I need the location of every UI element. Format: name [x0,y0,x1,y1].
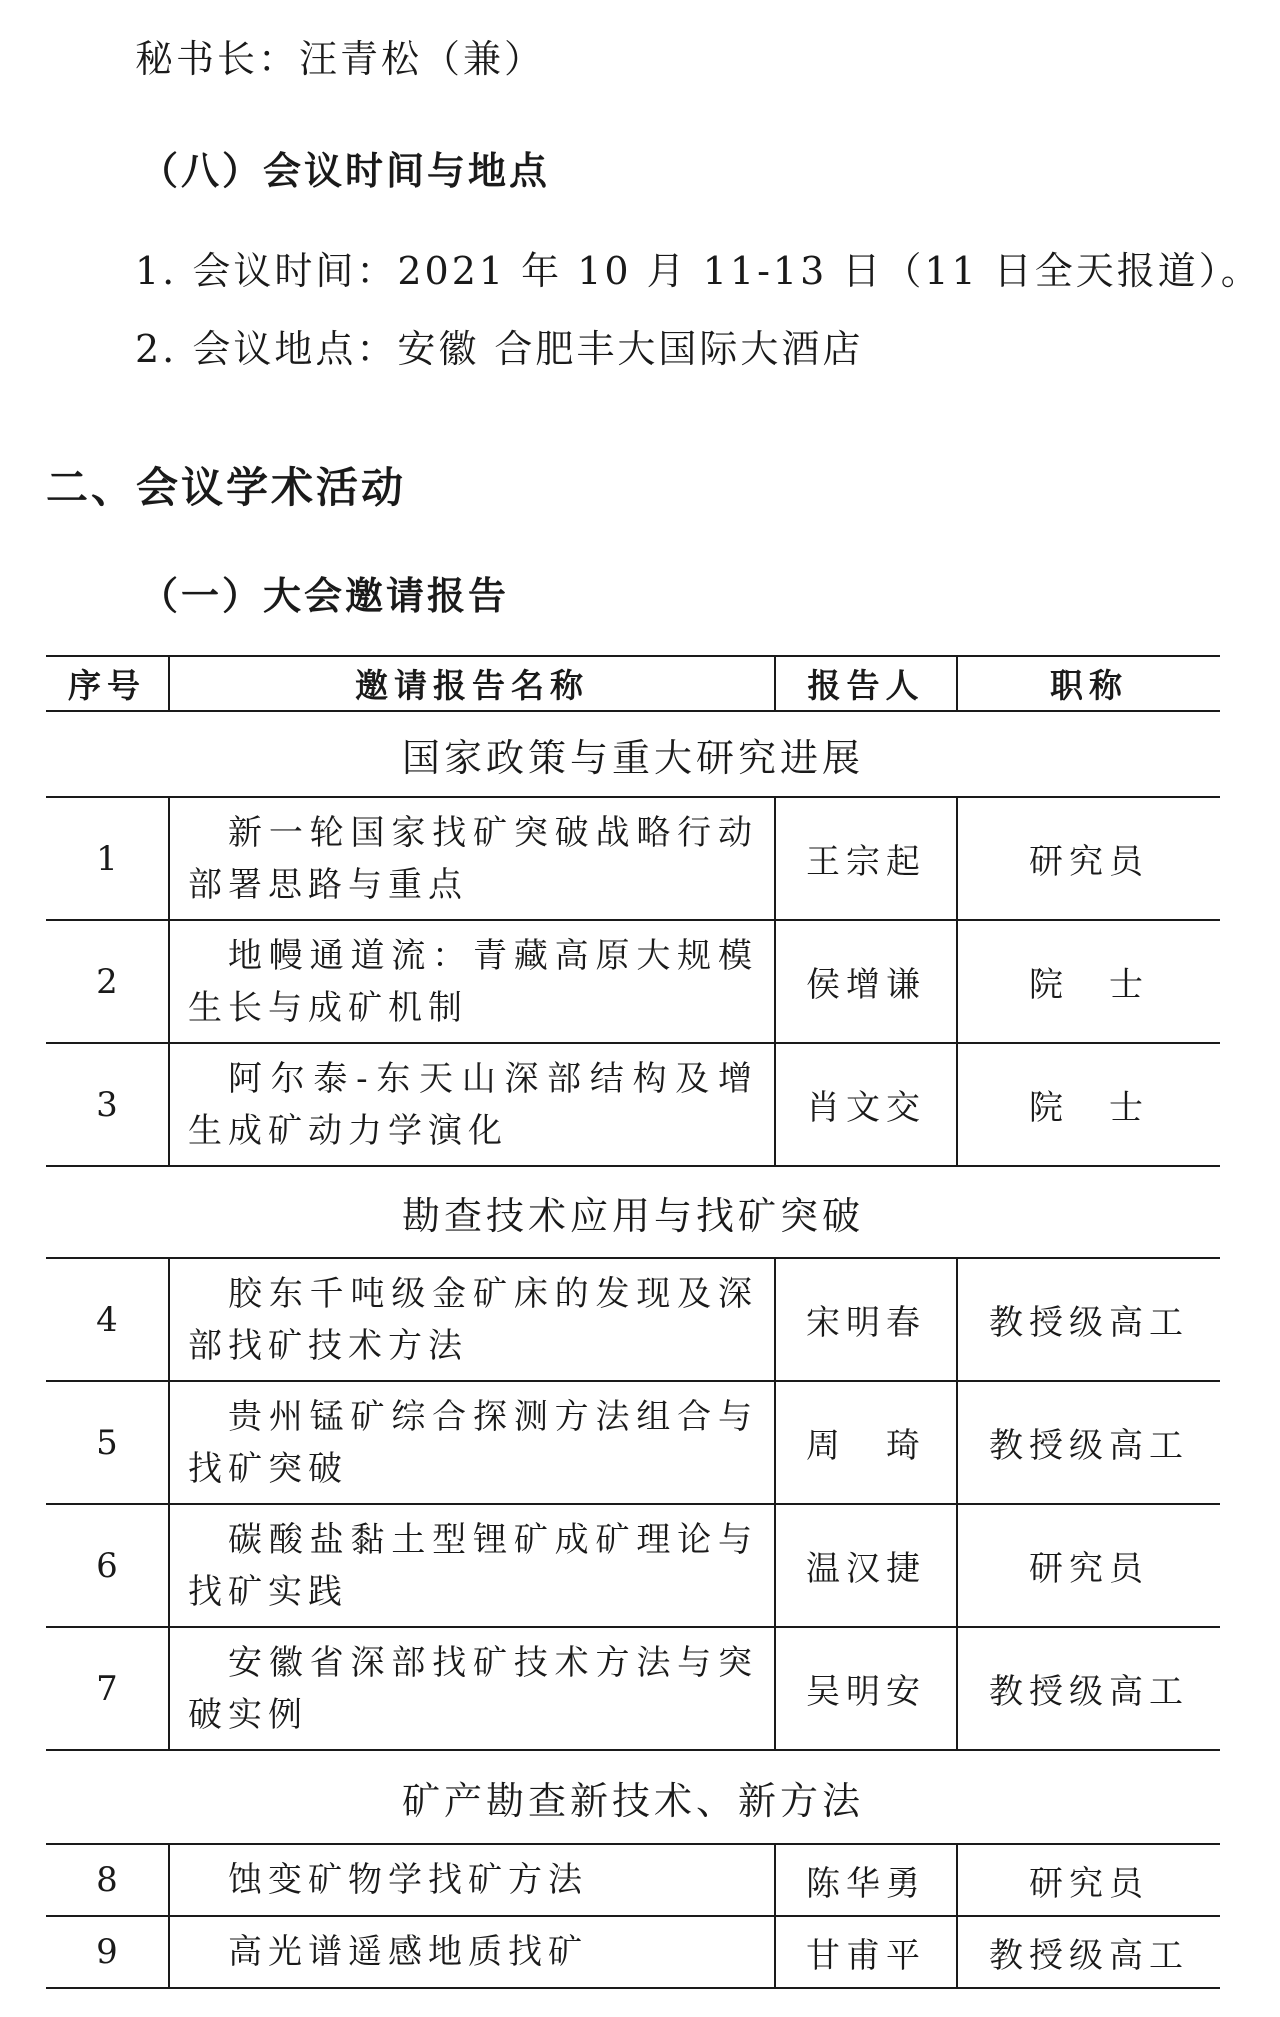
row-reporter: 甘甫平 [774,1917,956,1987]
row-title: 贵州锰矿综合探测方法组合与找矿突破 [188,1396,758,1489]
table-row [46,1917,1220,1989]
table-header-row [46,655,1220,712]
row-position: 研究员 [956,1505,1220,1626]
row-title: 阿尔泰-东天山深部结构及增生成矿动力学演化 [188,1058,758,1151]
row-title: 胶东千吨级金矿床的发现及深部找矿技术方法 [188,1273,758,1366]
table-row [46,921,1220,1044]
header-reporter: 报告人 [774,657,956,710]
group-row-policy [46,712,1220,798]
row-title: 碳酸盐黏土型锂矿成矿理论与找矿实践 [188,1519,758,1612]
row-reporter: 吴明安 [774,1628,956,1749]
row-reporter: 肖文交 [774,1044,956,1165]
row-title-cell [168,1628,774,1749]
row-title-cell [168,1382,774,1503]
row-title-cell [168,1845,774,1915]
header-title: 邀请报告名称 [168,657,774,710]
row-title: 高光谱遥感地质找矿 [228,1932,588,1972]
row-no: 5 [96,1422,118,1463]
row-no: 3 [96,1084,118,1125]
table-row [46,1382,1220,1505]
table-row [46,1044,1220,1167]
row-title-cell [168,1259,774,1380]
row-title: 蚀变矿物学找矿方法 [228,1860,588,1900]
row-reporter: 周 琦 [774,1382,956,1503]
row-no: 1 [96,838,118,879]
row-position: 教授级高工 [956,1917,1220,1987]
row-title-cell [168,798,774,919]
group-name: 国家政策与重大研究进展 [401,735,864,780]
row-no: 4 [96,1299,118,1340]
row-position: 院 士 [956,921,1220,1042]
row-position: 研究员 [956,1845,1220,1915]
table-row [46,1628,1220,1751]
row-no: 6 [96,1545,118,1586]
section-2-heading: 二、会议学术活动 [46,463,407,512]
section-8-heading: （八）会议时间与地点 [140,149,551,193]
row-title-cell [168,1044,774,1165]
row-title-cell [168,921,774,1042]
group-row-exploration [46,1167,1220,1259]
secretary-line: 秘书长：汪青松（兼） [135,37,546,81]
meeting-time: 1. 会议时间：2021 年 10 月 11-13 日（11 日全天报道）。 [135,249,1262,293]
group-name: 矿产勘查新技术、新方法 [401,1778,864,1823]
row-title: 新一轮国家找矿突破战略行动部署思路与重点 [188,812,758,905]
table-row [46,1259,1220,1382]
table-row [46,1505,1220,1628]
row-position: 研究员 [956,798,1220,919]
row-position: 教授级高工 [956,1259,1220,1380]
row-title-cell [168,1917,774,1987]
table-row [46,1845,1220,1917]
group-row-new-methods [46,1751,1220,1845]
row-title: 地幔通道流：青藏高原大规模生长与成矿机制 [188,935,758,1028]
row-no: 9 [96,1932,118,1972]
row-no: 2 [96,961,118,1002]
subsection-1-heading: （一）大会邀请报告 [140,574,510,618]
row-position: 教授级高工 [956,1628,1220,1749]
row-no: 7 [96,1668,118,1709]
row-no: 8 [96,1860,118,1900]
row-reporter: 陈华勇 [774,1845,956,1915]
row-position: 院 士 [956,1044,1220,1165]
row-reporter: 宋明春 [774,1259,956,1380]
meeting-place: 2. 会议地点：安徽 合肥丰大国际大酒店 [135,327,864,371]
row-reporter: 王宗起 [774,798,956,919]
row-title: 安徽省深部找矿技术方法与突破实例 [188,1642,758,1735]
table-row [46,798,1220,921]
row-position: 教授级高工 [956,1382,1220,1503]
header-position: 职称 [956,657,1220,710]
group-name: 勘查技术应用与找矿突破 [401,1193,864,1238]
row-reporter: 侯增谦 [774,921,956,1042]
header-no: 序号 [68,666,146,705]
row-reporter: 温汉捷 [774,1505,956,1626]
row-title-cell [168,1505,774,1626]
